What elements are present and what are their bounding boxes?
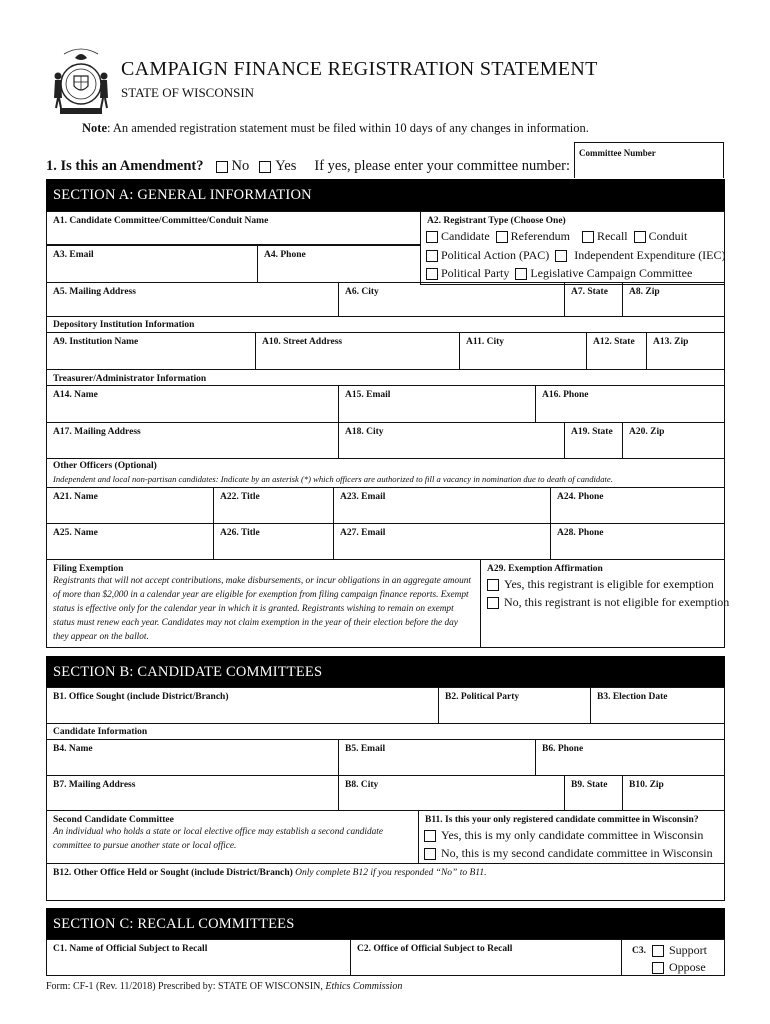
a2-iec-label: Independent Expenditure (IEC) [574,248,726,262]
a28-phone-field[interactable] [550,523,725,560]
a10-street-address-field[interactable] [255,332,460,370]
b10-zip-field[interactable] [622,775,725,811]
b3-label: B3. Election Date [597,692,668,702]
a21-label: A21. Name [53,492,98,502]
b12-label: B12. Other Office Held or Sought (include District/Branch) [53,868,293,878]
a2-options-row2 [426,248,726,263]
a12-state-field[interactable] [586,332,647,370]
a19-label: A19. State [571,427,613,437]
b11-yes-label: Yes, this is my only candidate committee in Wisconsin [441,828,704,842]
a4-label: A4. Phone [264,250,306,260]
b1-office-sought-field[interactable] [46,687,439,724]
a27-label: A27. Email [340,528,386,538]
a11-label: A11. City [466,337,504,347]
a26-title-field[interactable] [213,523,334,560]
a21-name-field[interactable] [46,487,214,524]
a2-candidate-label: Candidate [441,229,490,243]
amendment-note [82,121,589,136]
a8-zip-field[interactable] [622,282,725,317]
b11-label: B11. Is this your only registered candidate committee in Wisconsin? [425,815,699,825]
a18-city-field[interactable] [338,422,565,459]
b6-label: B6. Phone [542,744,584,754]
b12-row [53,868,724,878]
a6-city-field[interactable] [338,282,565,317]
a14-name-field[interactable] [46,385,339,423]
section-c-header: SECTION C: RECALL COMMITTEES [46,908,725,940]
a17-label: A17. Mailing Address [53,427,141,437]
b11-yes-checkbox[interactable] [424,830,436,842]
b2-label: B2. Political Party [445,692,520,702]
a2-pac-label: Political Action (PAC) [441,248,550,262]
wisconsin-state-seal [46,44,116,118]
amendment-yes-label: Yes [275,158,297,174]
b7-label: B7. Mailing Address [53,780,136,790]
b9-state-field[interactable] [564,775,623,811]
a10-label: A10. Street Address [262,337,343,347]
a18-label: A18. City [345,427,384,437]
a29-no-option[interactable] [487,595,729,610]
footer-state: STATE OF WISCONSIN [218,981,321,992]
a16-phone-field[interactable] [535,385,725,423]
c3-support-option[interactable] [652,943,707,958]
amendment-no-checkbox[interactable] [216,161,228,173]
b2-political-party-field[interactable] [438,687,591,724]
a2-political-party-checkbox[interactable] [426,268,438,280]
a3-label: A3. Email [53,250,94,260]
a5-mailing-address-field[interactable] [46,282,339,317]
amendment-question-row [46,158,570,175]
treasurer-heading: Treasurer/Administrator Information [53,374,207,384]
second-committee-heading: Second Candidate Committee [53,815,174,825]
a2-recall-checkbox[interactable] [582,231,594,243]
a2-political-party-label: Political Party [441,266,510,280]
c3-oppose-checkbox[interactable] [652,962,664,974]
c1-official-name-field[interactable] [46,939,351,976]
a17-mailing-address-field[interactable] [46,422,339,459]
a29-label: A29. Exemption Affirmation [487,564,603,574]
footer-agency: Ethics Commission [325,981,403,992]
a22-label: A22. Title [220,492,260,502]
filing-exemption-info [46,559,481,648]
a12-label: A12. State [593,337,635,347]
a2-options-row1 [426,229,687,244]
candidate-info-heading: Candidate Information [53,727,148,737]
a2-label: A2. Registrant Type (Choose One) [427,216,566,226]
depository-heading: Depository Institution Information [53,320,195,330]
a2-referendum-label: Referendum [510,229,570,243]
a29-yes-option[interactable] [487,577,714,592]
amendment-no-option[interactable] [216,158,250,175]
b8-label: B8. City [345,780,379,790]
b12-other-office-field[interactable] [46,863,725,901]
form-subtitle: STATE OF WISCONSIN [121,85,255,100]
c1-label: C1. Name of Official Subject to Recall [53,944,208,954]
a15-label: A15. Email [345,390,391,400]
a16-label: A16. Phone [542,390,589,400]
a2-pac-checkbox[interactable] [426,250,438,262]
a24-phone-field[interactable] [550,487,725,524]
a20-label: A20. Zip [629,427,665,437]
a27-email-field[interactable] [333,523,551,560]
amendment-if-yes-text: If yes, please enter your committee number: [314,158,571,174]
a8-label: A8. Zip [629,287,660,297]
other-officers-heading: Other Officers (Optional) [53,461,157,471]
a23-email-field[interactable] [333,487,551,524]
a13-zip-field[interactable] [646,332,725,370]
form-title: CAMPAIGN FINANCE REGISTRATION STATEMENT [121,58,598,80]
b8-city-field[interactable] [338,775,565,811]
c3-oppose-option[interactable] [652,960,706,975]
a29-yes-label: Yes, this registrant is eligible for exemption [504,577,714,591]
a9-label: A9. Institution Name [53,337,139,347]
a26-label: A26. Title [220,528,260,538]
c3-label: C3. [632,946,646,956]
c3-support-label: Support [669,943,708,957]
a4-phone-field[interactable] [257,245,421,283]
footer-form-id: Form: CF-1 (Rev. 11/2018) Prescribed by: [46,981,219,992]
c3-oppose-label: Oppose [669,960,706,974]
a2-lcc-checkbox[interactable] [515,268,527,280]
b1-label: B1. Office Sought (include District/Branch) [53,692,229,702]
c2-label: C2. Office of Official Subject to Recall [357,944,513,954]
a19-state-field[interactable] [564,422,623,459]
section-b-header: SECTION B: CANDIDATE COMMITTEES [46,656,725,688]
a15-email-field[interactable] [338,385,536,423]
a5-label: A5. Mailing Address [53,287,136,297]
a2-iec-checkbox[interactable] [555,250,567,262]
b4-name-field[interactable] [46,739,339,776]
b5-label: B5. Email [345,744,386,754]
a6-label: A6. City [345,287,379,297]
a2-recall-label: Recall [596,229,628,243]
a1-committee-name-field[interactable] [46,211,421,245]
a2-conduit-checkbox[interactable] [634,231,646,243]
a2-options-row3 [426,266,692,281]
b5-email-field[interactable] [338,739,536,776]
a11-city-field[interactable] [459,332,587,370]
a29-yes-checkbox[interactable] [487,579,499,591]
a25-name-field[interactable] [46,523,214,560]
a9-institution-name-field[interactable] [46,332,256,370]
a28-label: A28. Phone [557,528,604,538]
b6-phone-field[interactable] [535,739,725,776]
a14-label: A14. Name [53,390,98,400]
b3-election-date-field[interactable] [590,687,725,724]
form-footer: Form: CF-1 (Rev. 11/2018) Prescribed by: STATE OF WISCONSIN, Ethics Commission [46,981,403,992]
b11-yes-option[interactable] [424,828,703,843]
b11-no-checkbox[interactable] [424,848,436,860]
c2-official-office-field[interactable] [350,939,622,976]
second-committee-text: An individual who holds a state or local elective office may establish a second candidate committee to pursue another state or local office. [53,827,383,851]
a20-zip-field[interactable] [622,422,725,459]
a23-label: A23. Email [340,492,386,502]
b11-no-option[interactable] [424,846,713,861]
b4-label: B4. Name [53,744,93,754]
a25-label: A25. Name [53,528,98,538]
note-text: : An amended registration statement must be filed within 10 days of any changes in information. [107,121,589,135]
a22-title-field[interactable] [213,487,334,524]
a29-no-checkbox[interactable] [487,597,499,609]
a7-state-field[interactable] [564,282,623,317]
b7-mailing-address-field[interactable] [46,775,339,811]
a13-label: A13. Zip [653,337,689,347]
a2-conduit-label: Conduit [648,229,688,243]
a3-email-field[interactable] [46,245,258,283]
a1-label: A1. Candidate Committee/Committee/Conduit Name [53,216,269,226]
amendment-question: 1. Is this an Amendment? [46,158,204,174]
a2-candidate-checkbox[interactable] [426,231,438,243]
committee-number-label: Committee Number [579,148,656,158]
b12-note: Only complete B12 if you responded “No” to B11. [295,868,487,878]
filing-exemption-heading: Filing Exemption [53,564,124,574]
a7-label: A7. State [571,287,608,297]
b9-label: B9. State [571,780,608,790]
a29-no-label: No, this registrant is not eligible for exemption [504,595,730,609]
c3-support-checkbox[interactable] [652,945,664,957]
amendment-yes-option[interactable] [259,158,296,175]
b11-no-label: No, this is my second candidate committee in Wisconsin [441,846,713,860]
section-a-header: SECTION A: GENERAL INFORMATION [46,179,725,211]
committee-number-field[interactable] [574,142,724,178]
b10-label: B10. Zip [629,780,664,790]
amendment-yes-checkbox[interactable] [259,161,271,173]
a2-lcc-label: Legislative Campaign Committee [530,266,693,280]
a24-label: A24. Phone [557,492,604,502]
a2-referendum-checkbox[interactable] [496,231,508,243]
amendment-no-label: No [231,158,250,174]
second-committee-info [46,810,419,864]
other-officers-note: Independent and local non-partisan candidates: Indicate by an asterisk (*) which officers are authorized to fill a vacancy in nomination due to death of candidate. [53,474,613,484]
note-label: Note [82,121,107,135]
filing-exemption-text: Registrants that will not accept contributions, make disbursements, or incur obligations in an aggregate amount of more than $2,000 in a calendar year are eligible for exemption from filing campaign finance reports. Exempt status is effective only for the calendar year in which it is granted. Registrants wishing to remain on exempt status must renew each year. Candidates may not claim exemption in the year of their election before the day they appear on the ballot. [53,576,471,642]
